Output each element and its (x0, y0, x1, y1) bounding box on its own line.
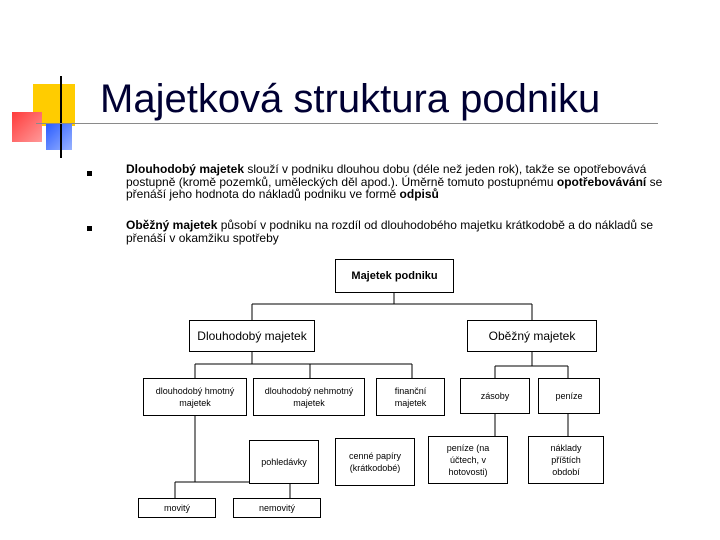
bullet-bold-term: Oběžný majetek (126, 218, 218, 232)
node-dlouhodoby-majetek: Dlouhodobý majetek (189, 320, 315, 352)
bullet-bold-term: odpisů (399, 187, 439, 201)
node-nemovity: nemovitý (233, 498, 321, 518)
bullet-text-run: působí v podniku na rozdíl od dlouhodobého majetku krátkodobě a do nákladů se přenáší v okamžiku spotřeby (126, 218, 654, 245)
node-majetek-podniku: Majetek podniku (335, 259, 454, 293)
node-dlouhodoby-hmotny-majetek: dlouhodobý hmotný majetek (143, 378, 247, 416)
bullet-bold-term: Dlouhodobý majetek (126, 162, 245, 176)
node-financni-majetek: finanční majetek (376, 378, 445, 416)
node-dlouhodoby-nehmotny-majetek: dlouhodobý nehmotný majetek (253, 378, 365, 416)
node-zasoby: zásoby (460, 378, 530, 414)
node-penize: peníze (538, 378, 600, 414)
node-naklady-pristich-obdobi: náklady příštích období (528, 436, 604, 484)
node-pohledavky: pohledávky (249, 440, 319, 484)
bullet-text-run: slouží v podniku dlouhou dobu (déle než jeden rok), takže se opotřebovává postupně (kromě pozemků, uměleckých děl apod.). Úměrně tomuto postupnému (126, 162, 647, 189)
page-title: Majetková struktura podniku (100, 77, 601, 121)
node-movity: movitý (138, 498, 216, 518)
bullet-text-run: se přenáší jeho hodnota do nákladů podniku ve formě (126, 174, 663, 201)
node-cenne-papiry: cenné papíry (krátkodobé) (335, 438, 415, 486)
bullet-bold-term: opotřebovávání (556, 174, 647, 189)
node-obezny-majetek: Oběžný majetek (467, 320, 597, 352)
node-penize-na-uctech: peníze (na účtech, v hotovosti) (428, 436, 508, 484)
